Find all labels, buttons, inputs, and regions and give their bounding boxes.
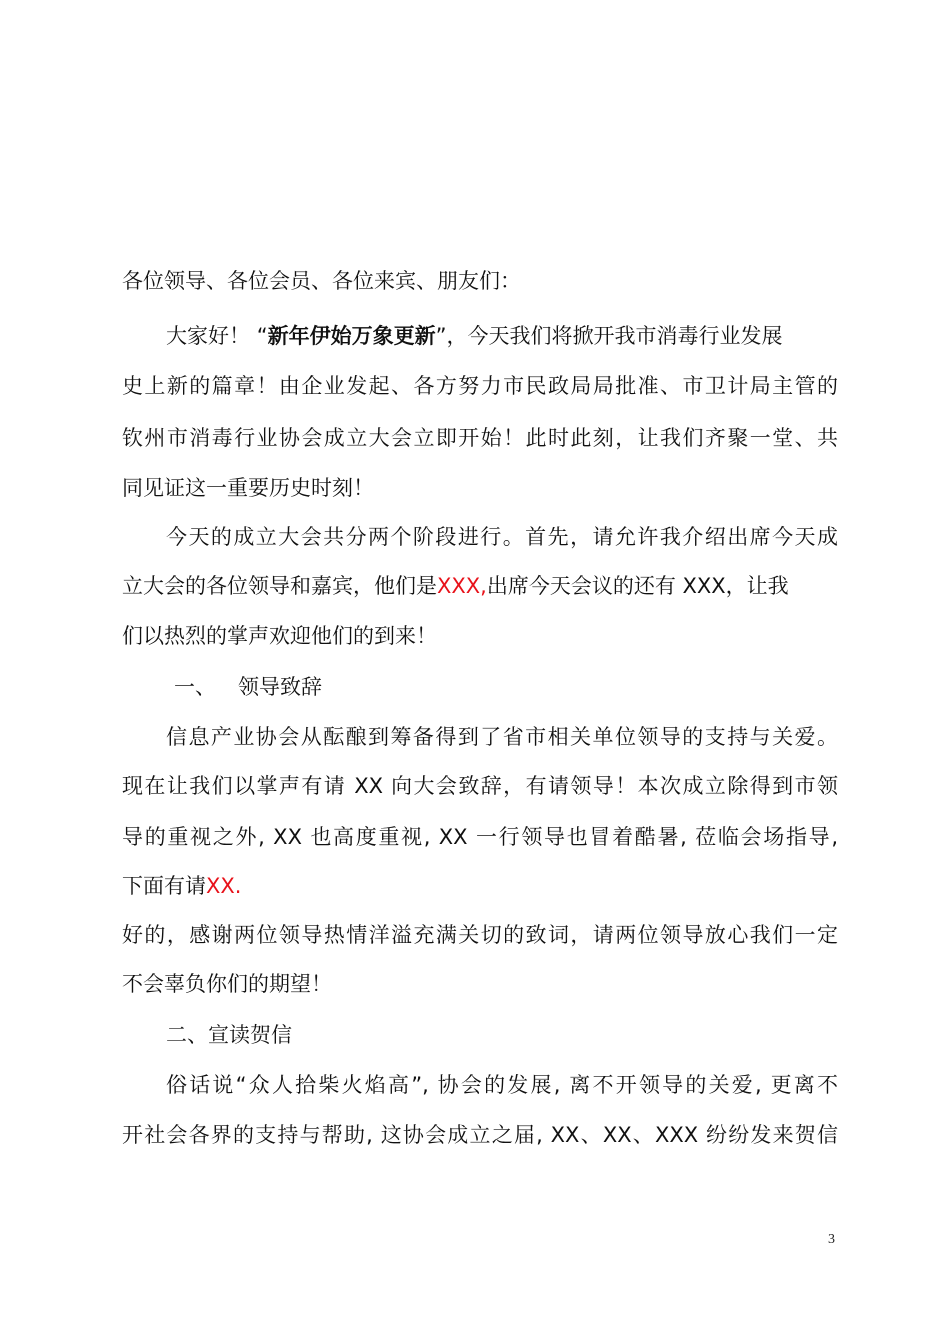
paragraph-2-line-2 [122,571,838,601]
section-1-number: 一、 [174,675,216,699]
paragraph-3-line-3: 导的重视之外, XX 也高度重视, XX 一行领导也冒着酷暑, 莅临会场指导, [122,825,838,849]
page-number: 3 [828,1232,835,1247]
paragraph-5-line-1: 俗话说“众人拾柴火焰高”, 协会的发展, 离不开领导的关爱, 更离不 [166,1073,838,1097]
paragraph-4-line-2: 不会辜负你们的期望！ [122,972,332,996]
slogan-text: 新年伊始万象更新 [267,324,436,348]
paragraph-1-line-4: 同见证这一重要历史时刻！ [122,476,374,500]
paragraph-3-line-1: 信息产业协会从酝酿到筹备得到了省市相关单位领导的支持与关爱。 [166,725,838,749]
paragraph-2-line-3: 们以热烈的掌声欢迎他们的到来！ [122,624,437,648]
paragraph-2-line-2-start: 立大会的各位领导和嘉宾，他们是 [122,574,437,598]
section-1-title: 领导致辞 [238,675,322,699]
greeting-text: 大家好！ [166,324,250,348]
section-2-heading: 二、宣读贺信 [166,1023,292,1047]
paragraph-2-line-1: 今天的成立大会共分两个阶段进行。首先，请允许我介绍出席今天成 [166,525,838,549]
highlighted-name-xxx: XXX, [437,574,487,598]
paragraph-5-line-2: 开社会各界的支持与帮助, 这协会成立之届, XX、XX、XXX 纷纷发来贺信 [122,1123,838,1147]
paragraph-3-line-4-start: 下面有请 [122,874,206,898]
paragraph-3-line-2: 现在让我们以掌声有请 XX 向大会致辞，有请领导！本次成立除得到市领 [122,774,838,798]
paragraph-1-line-1-rest: ，今天我们将掀开我市消毒行业发展 [446,324,783,348]
paragraph-1-line-1 [166,321,838,351]
quote-open: “ [256,324,268,348]
highlighted-name-xx: XX. [206,874,242,898]
section-1-heading [174,672,838,702]
paragraph-2-line-2-rest: 出席今天会议的还有 XXX，让我 [486,574,789,598]
quote-close: ” [435,324,447,348]
paragraph-4-line-1: 好的，感谢两位领导热情洋溢充满关切的致词，请两位领导放心我们一定 [122,923,838,947]
salutation: 各位领导、各位会员、各位来宾、朋友们： [122,269,521,293]
paragraph-1-line-2: 史上新的篇章！由企业发起、各方努力市民政局局批准、市卫计局主管的 [122,374,838,398]
paragraph-1-line-3: 钦州市消毒行业协会成立大会立即开始！此时此刻，让我们齐聚一堂、共 [122,426,838,450]
paragraph-3-line-4 [122,871,838,901]
